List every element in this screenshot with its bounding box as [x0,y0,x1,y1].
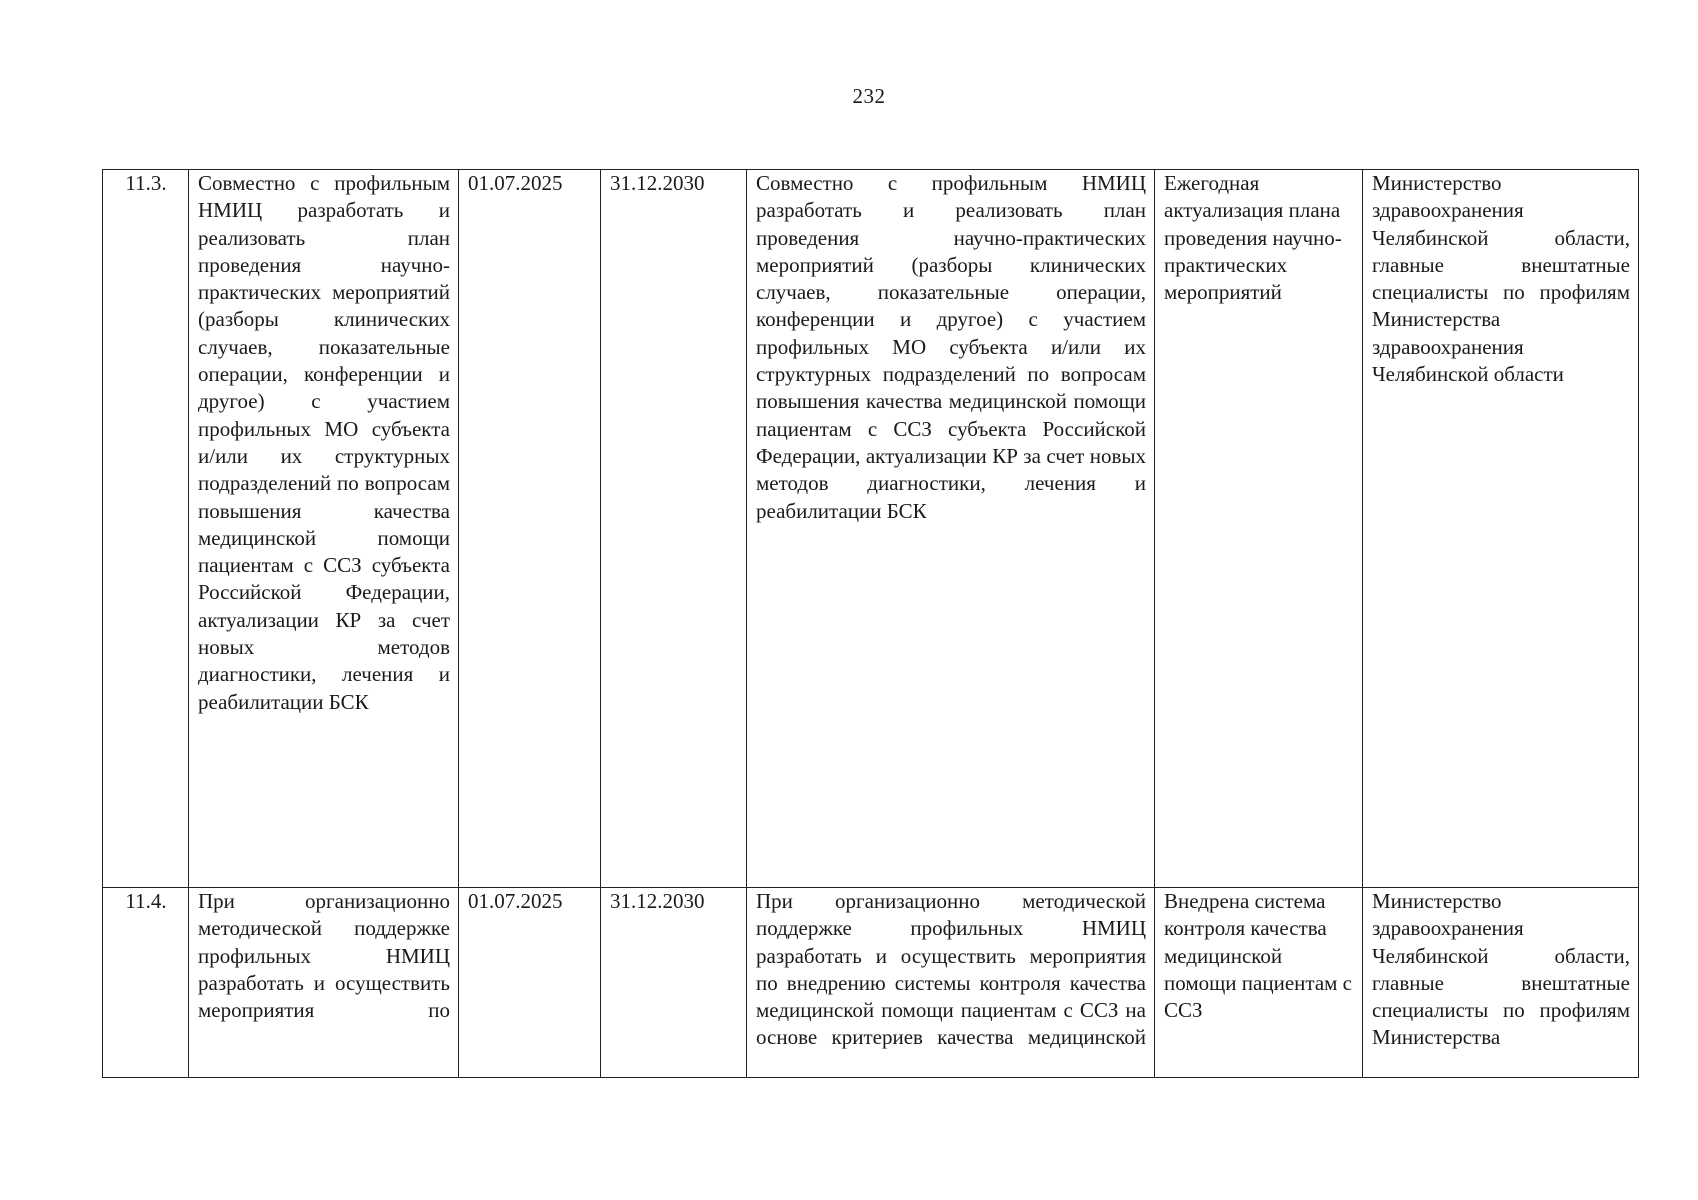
table-row [103,170,1639,888]
page-number: 232 [852,84,886,108]
start-date: 01.07.2025 [459,170,601,888]
measures-table [102,169,1639,1078]
responsible-party: Министерство здравоохранения Челябинской области, главные внештатные специалисты по профилям Министерства здравоохранения Челябинской области [1363,170,1639,888]
table-row [103,888,1639,1078]
row-number: 11.4. [103,888,189,1078]
event-result: Внедрена система контроля качества медицинской помощи пациентам с ССЗ [1155,888,1363,1078]
event-name: При организационно методической поддержке профильных НМИЦ разработать и осуществить мероприятия по [189,888,459,1078]
event-description: При организационно методической поддержке профильных НМИЦ разработать и осуществить мероприятия по внедрению системы контроля качества медицинской помощи пациентам с ССЗ на основе критериев качества медицинской [747,888,1155,1078]
start-date: 01.07.2025 [459,888,601,1078]
event-description: Совместно с профильным НМИЦ разработать и реализовать план проведения научно-практических мероприятий (разборы клинических случаев, показательные операции, конференции и другое) с участием профильных МО субъекта и/или их структурных подразделений по вопросам повышения качества медицинской помощи пациентам с ССЗ субъекта Российской Федерации, актуализации КР за счет новых методов диагностики, лечения и реабилитации БСК [747,170,1155,888]
event-result: Ежегодная актуализация плана проведения научно-практических мероприятий [1155,170,1363,888]
responsible-party: Министерство здравоохранения Челябинской области, главные внештатные специалисты по профилям Министерства [1363,888,1639,1078]
event-name: Совместно с профильным НМИЦ разработать и реализовать план проведения научно-практических мероприятий (разборы клинических случаев, показательные операции, конференции и другое) с участием профильных МО субъекта и/или их структурных подразделений по вопросам повышения качества медицинской помощи пациентам с ССЗ субъекта Российской Федерации, актуализации КР за счет новых методов диагностики, лечения и реабилитации БСК [189,170,459,888]
row-number: 11.3. [103,170,189,888]
end-date: 31.12.2030 [601,888,747,1078]
end-date: 31.12.2030 [601,170,747,888]
